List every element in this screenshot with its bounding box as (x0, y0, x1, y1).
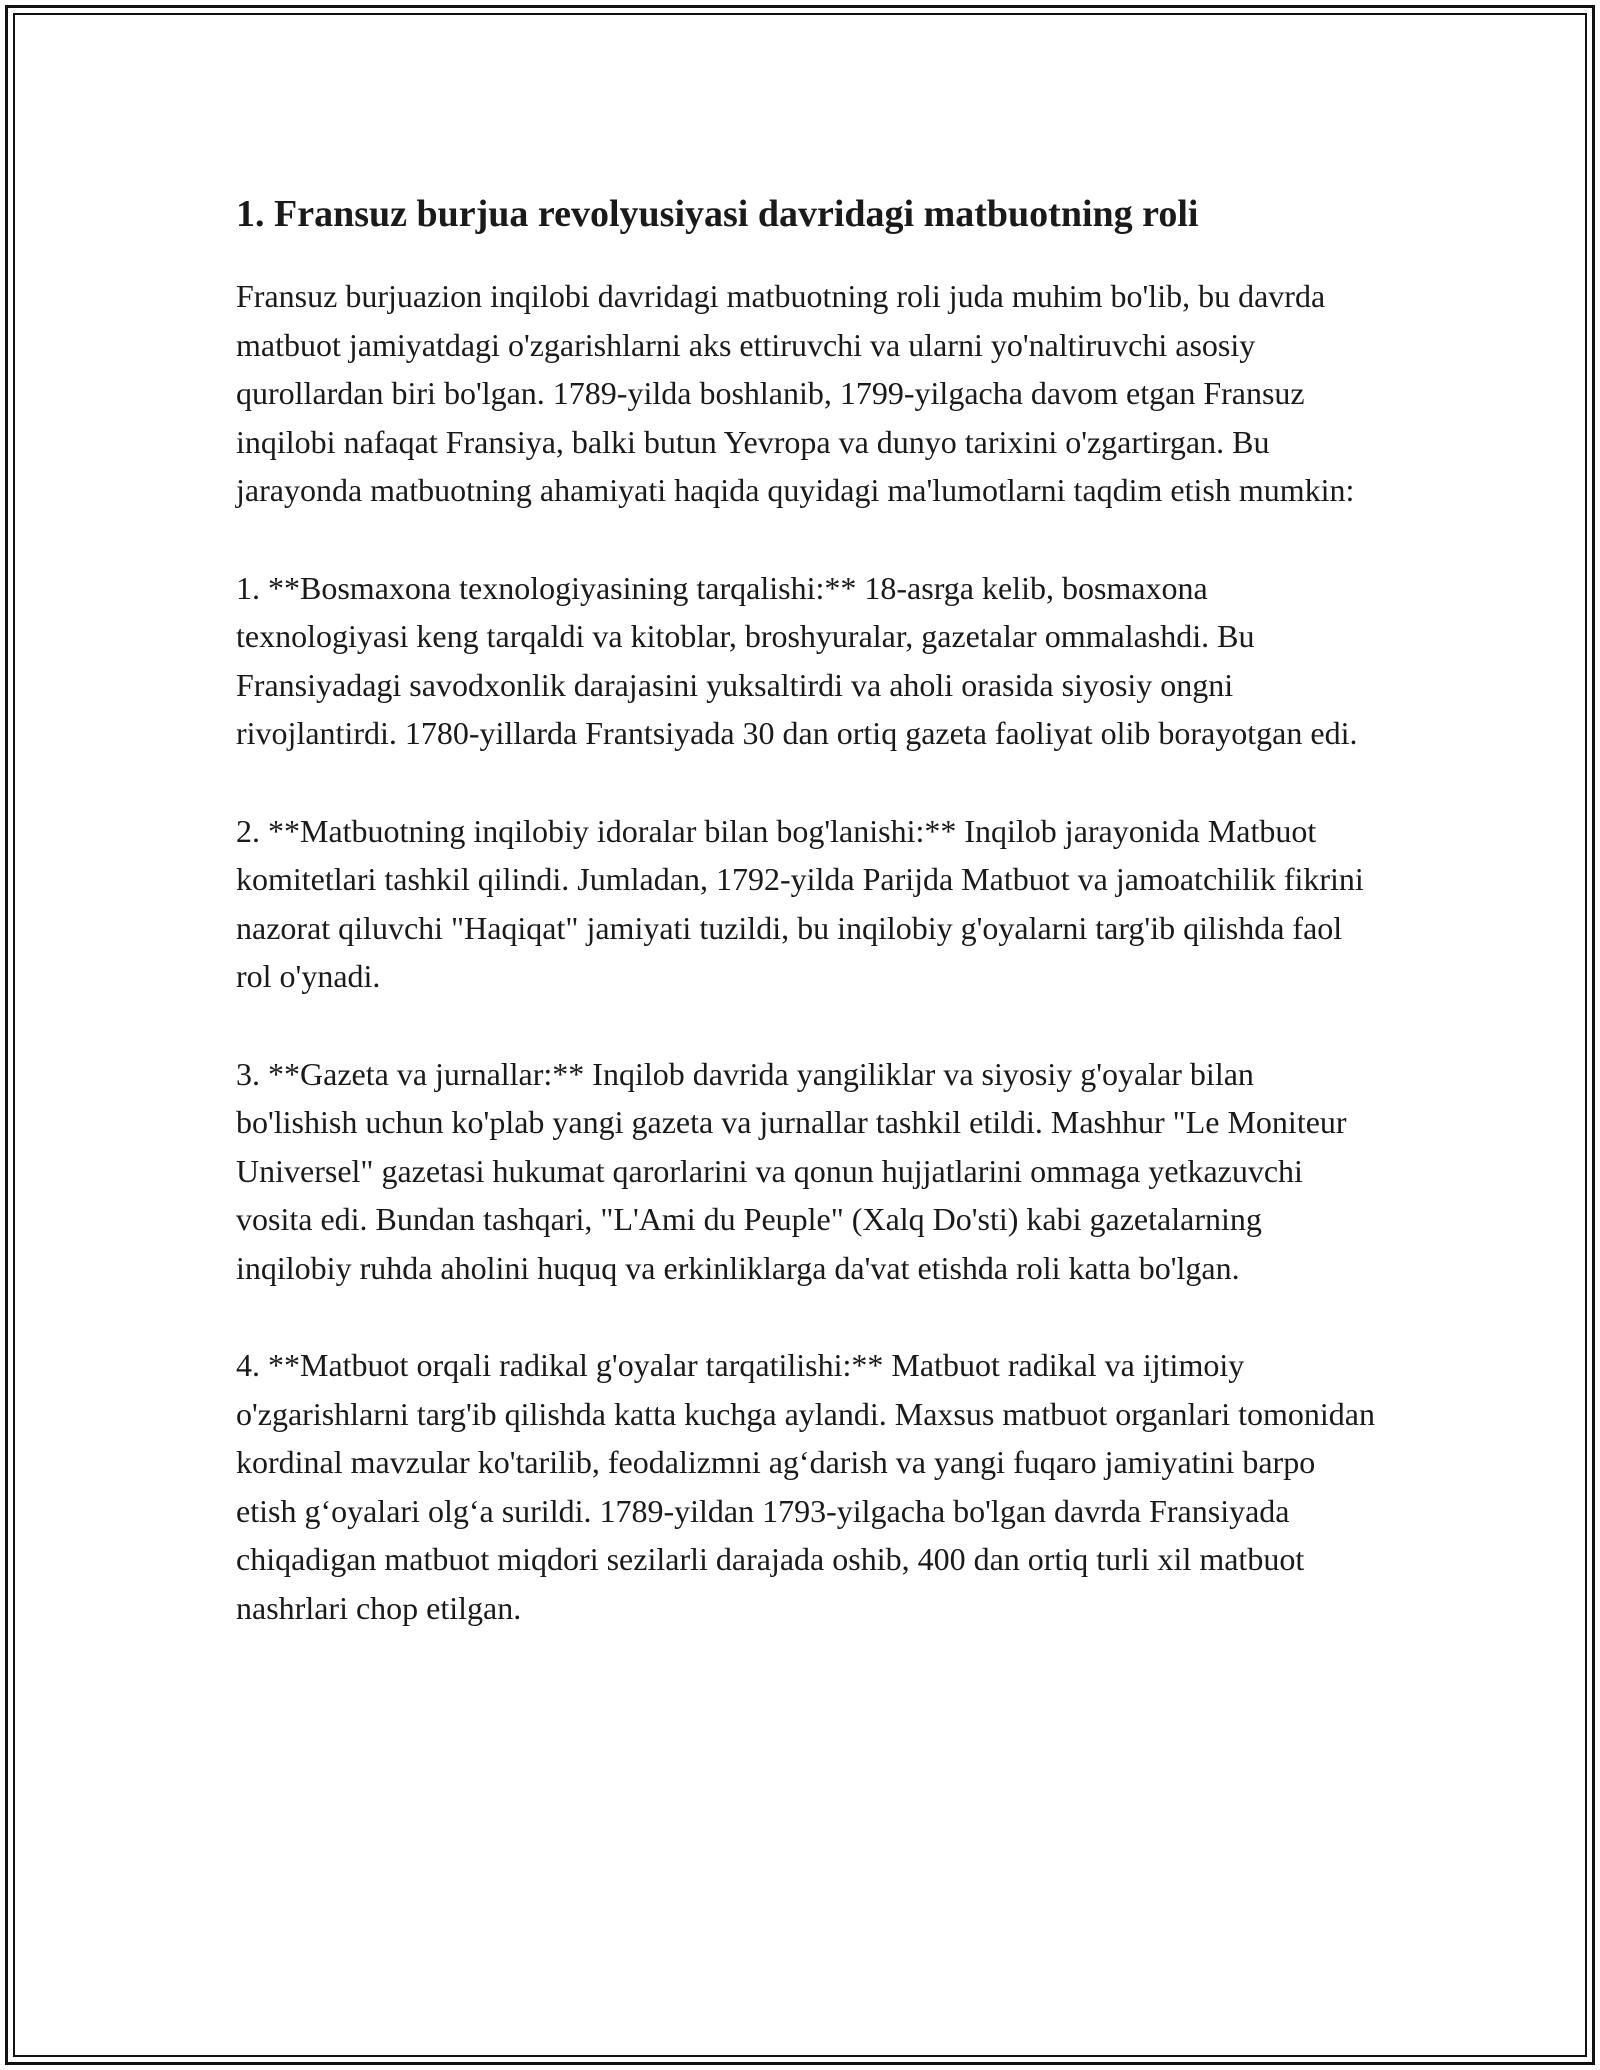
paragraph-revolutionary-institutions: 2. **Matbuotning inqilobiy idoralar bilan bog'lanishi:** Inqilob jarayonida Matbuot komitetlari tashkil qilindi. Jumladan, 1792-yilda Parijda Matbuot va jamoatchilik fikrini nazorat qiluvchi "Haqiqat" jamiyati tuzildi, bu inqilobiy g'oyalarni targ'ib qilishda faol rol o'ynadi. (236, 812, 1364, 994)
intro-paragraph: Fransuz burjuazion inqilobi davridagi matbuotning roli juda muhim bo'lib, bu davrda matbuot jamiyatdagi o'zgarishlarni aks ettiruvchi va ularni yo'naltiruvchi asosiy qurollardan biri bo'lgan. 1789-yilda boshlanib, 1799-yilgacha davom etgan Fransuz inqilobi nafaqat Fransiya, balki butun Yevropa va dunyo tarixini o'zgartirgan. Bu jarayonda matbuotning ahamiyati haqida quyidagi ma'lumotlarni taqdim etish mumkin: (236, 278, 1355, 508)
paragraph-newspapers-journals: 3. **Gazeta va jurnallar:** Inqilob davrida yangiliklar va siyosiy g'oyalar bilan bo'lishish uchun ko'plab yangi gazeta va jurnallar tashkil etildi. Mashhur "Le Moniteur Universel" gazetasi hukumat qarorlarini va qonun hujjatlarini ommaga yetkazuvchi vosita edi. Bundan tashqari, "L'Ami du Peuple" (Xalq Do'sti) kabi gazetalarning inqilobiy ruhda aholini huquq va erkinliklarga da'vat etishda roli katta bo'lgan. (236, 1055, 1347, 1286)
paragraph-printing-technology: 1. **Bosmaxona texnologiyasining tarqalishi:** 18-asrga kelib, bosmaxona texnologiyasi keng tarqaldi va kitoblar, broshyuralar, gazetalar ommalashdi. Bu Fransiyadagi savodxonlik darajasini yuksaltirdi va aholi orasida siyosiy ongni rivojlantirdi. 1780-yillarda Frantsiyada 30 dan ortiq gazeta faoliyat olib borayotgan edi. (236, 569, 1358, 751)
paragraph-radical-ideas: 4. **Matbuot orqali radikal g'oyalar tarqatilishi:** Matbuot radikal va ijtimoiy o'zgarishlarni targ'ib qilishda katta kuchga aylandi. Maxsus matbuot organlari tomonidan kordinal mavzular ko'tarilib, feodalizmni ag‘darish va yangi fuqaro jamiyatini barpo etish g‘oyalari olg‘a surildi. 1789-yildan 1793-yilgacha bo'lgan davrda Fransiyada chiqadigan matbuot miqdori sezilarli darajada oshib, 400 dan ortiq turli xil matbuot nashrlari chop etilgan. (236, 1347, 1375, 1626)
document-body (236, 186, 1376, 1681)
document-title: 1. Fransuz burjua revolyusiyasi davridagi matbuotning roli (236, 193, 1199, 235)
